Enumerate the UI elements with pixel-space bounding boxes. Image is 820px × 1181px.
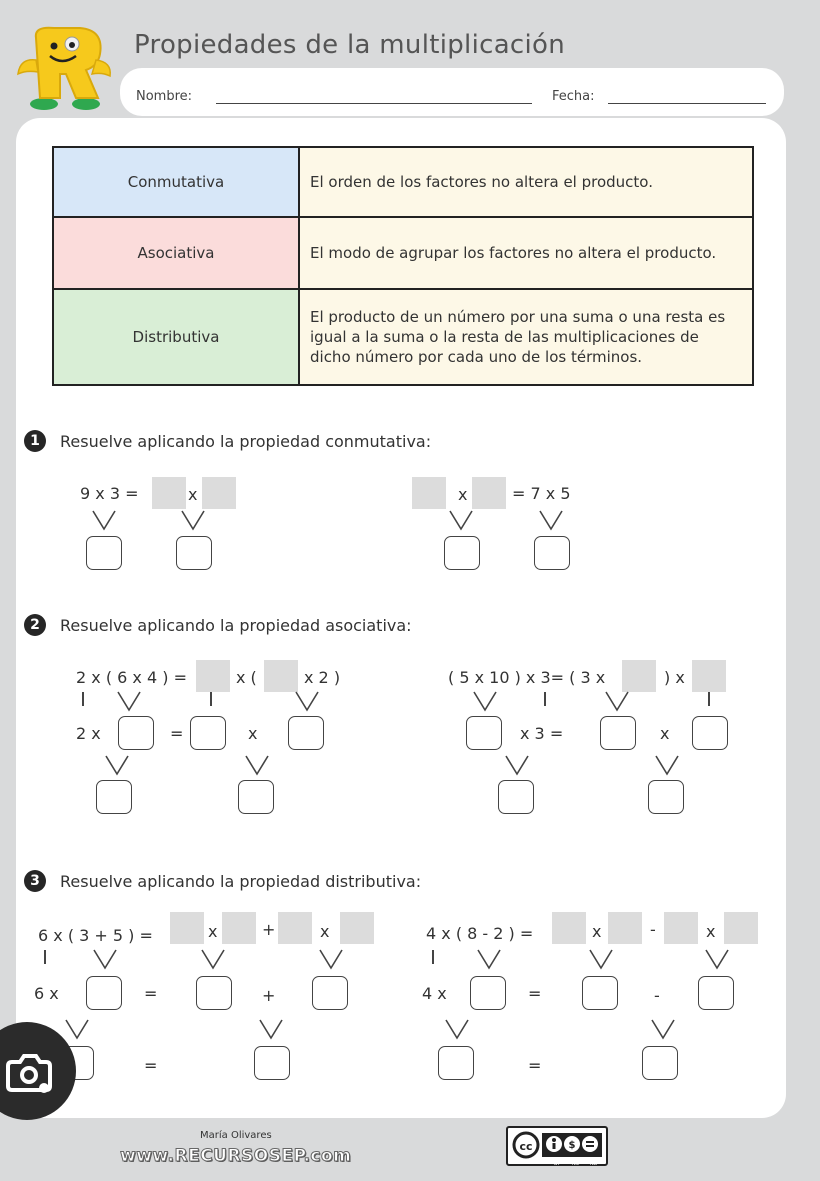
answer-box[interactable] xyxy=(608,912,642,944)
answer-box[interactable] xyxy=(288,716,324,750)
answer-box[interactable] xyxy=(472,477,506,509)
property-row xyxy=(53,289,753,385)
v-connector xyxy=(588,948,614,970)
answer-box[interactable] xyxy=(622,660,656,692)
answer-box[interactable] xyxy=(470,976,506,1010)
exercise-number-badge: 3 xyxy=(24,870,46,892)
author-credit: María Olivares xyxy=(200,1130,272,1141)
operator-text: x xyxy=(706,922,716,941)
answer-box[interactable] xyxy=(96,780,132,814)
website-link[interactable]: www.RECURSOSEP.com xyxy=(120,1146,352,1166)
answer-box[interactable] xyxy=(118,716,154,750)
connector-bar xyxy=(82,692,84,706)
answer-box[interactable] xyxy=(202,477,236,509)
v-connector xyxy=(444,1018,470,1040)
answer-box[interactable] xyxy=(222,912,256,944)
answer-box[interactable] xyxy=(340,912,374,944)
answer-box[interactable] xyxy=(534,536,570,570)
answer-box[interactable] xyxy=(86,536,122,570)
v-connector xyxy=(472,690,498,712)
connector-bar xyxy=(210,692,212,706)
v-connector xyxy=(476,948,502,970)
v-connector xyxy=(116,690,142,712)
cc-by-label: BY xyxy=(554,1161,561,1167)
expression-text: 4 x ( 8 - 2 ) = xyxy=(426,924,534,943)
cc-license-icon xyxy=(510,1130,604,1162)
answer-box[interactable] xyxy=(238,780,274,814)
v-connector xyxy=(258,1018,284,1040)
operator-text: x xyxy=(208,922,218,941)
exercise-instruction: Resuelve aplicando la propiedad distributiva: xyxy=(60,871,422,891)
page-title: Propiedades de la multiplicación xyxy=(134,30,566,60)
exercise-number-badge: 1 xyxy=(24,430,46,452)
camera-icon xyxy=(4,1050,54,1094)
answer-box[interactable] xyxy=(600,716,636,750)
v-connector xyxy=(654,754,680,776)
answer-box[interactable] xyxy=(196,660,230,692)
operator-text: + xyxy=(262,986,276,1005)
connector-bar xyxy=(432,950,434,964)
property-description: El producto de un número por una suma o una resta es igual a la suma o la resta de las multiplicaciones de dicho número por cada uno de los términos. xyxy=(299,289,753,385)
operator-text: = xyxy=(144,1056,158,1075)
answer-box[interactable] xyxy=(724,912,758,944)
answer-box[interactable] xyxy=(176,536,212,570)
operator-text: + xyxy=(262,920,276,939)
operator-text: - xyxy=(650,920,656,939)
v-connector xyxy=(91,509,117,531)
property-row xyxy=(53,217,753,289)
property-description: El orden de los factores no altera el producto. xyxy=(299,147,753,217)
answer-box[interactable] xyxy=(582,976,618,1010)
operator-text: x xyxy=(188,485,198,504)
answer-box[interactable] xyxy=(692,716,728,750)
v-connector xyxy=(92,948,118,970)
property-name: Asociativa xyxy=(53,217,299,289)
v-connector xyxy=(64,1018,90,1040)
expression-text: = 7 x 5 xyxy=(512,484,571,503)
operator-text: = xyxy=(528,1056,542,1075)
answer-box[interactable] xyxy=(254,1046,290,1080)
exercise-instruction: Resuelve aplicando la propiedad conmutativa: xyxy=(60,431,432,451)
svg-text:cc: cc xyxy=(519,1140,533,1153)
answer-box[interactable] xyxy=(170,912,204,944)
property-name: Conmutativa xyxy=(53,147,299,217)
v-connector xyxy=(650,1018,676,1040)
answer-box[interactable] xyxy=(664,912,698,944)
operator-text: x ( xyxy=(236,668,257,687)
name-label: Nombre: xyxy=(136,89,193,104)
v-connector xyxy=(200,948,226,970)
expression-text: 9 x 3 = xyxy=(80,484,139,503)
answer-box[interactable] xyxy=(552,912,586,944)
exercise-3-heading xyxy=(24,870,421,892)
operator-text: x xyxy=(592,922,602,941)
answer-box[interactable] xyxy=(444,536,480,570)
answer-box[interactable] xyxy=(642,1046,678,1080)
v-connector xyxy=(244,754,270,776)
v-connector xyxy=(448,509,474,531)
exercise-instruction: Resuelve aplicando la propiedad asociativa: xyxy=(60,615,412,635)
date-label: Fecha: xyxy=(552,89,595,104)
operator-text: x 2 ) xyxy=(304,668,341,687)
operator-text: x xyxy=(320,922,330,941)
expression-text: 6 x xyxy=(34,984,59,1003)
operator-text: ) x xyxy=(664,668,685,687)
answer-box[interactable] xyxy=(196,976,232,1010)
v-connector xyxy=(504,754,530,776)
answer-box[interactable] xyxy=(312,976,348,1010)
v-connector xyxy=(604,690,630,712)
connector-bar xyxy=(44,950,46,964)
name-field[interactable] xyxy=(216,103,532,104)
answer-box[interactable] xyxy=(648,780,684,814)
v-connector xyxy=(294,690,320,712)
expression-text: ( 5 x 10 ) x 3= ( 3 x xyxy=(448,668,606,687)
connector-bar xyxy=(708,692,710,706)
answer-box[interactable] xyxy=(438,1046,474,1080)
answer-box[interactable] xyxy=(466,716,502,750)
answer-box[interactable] xyxy=(190,716,226,750)
name-date-bar xyxy=(120,68,784,116)
expression-text: 6 x ( 3 + 5 ) = xyxy=(38,926,153,945)
exercise-1-heading xyxy=(24,430,431,452)
answer-box[interactable] xyxy=(498,780,534,814)
connector-bar xyxy=(544,692,546,706)
answer-box[interactable] xyxy=(698,976,734,1010)
expression-text: 2 x ( 6 x 4 ) = xyxy=(76,668,187,687)
operator-text: = xyxy=(170,724,184,743)
cc-nd-label: ND xyxy=(590,1161,598,1167)
expression-text: 2 x xyxy=(76,724,101,743)
creative-commons-badge xyxy=(506,1126,608,1166)
operator-text: x xyxy=(248,724,258,743)
svg-text:$: $ xyxy=(568,1140,576,1151)
operator-text: x xyxy=(660,724,670,743)
answer-box[interactable] xyxy=(692,660,726,692)
expression-text: 4 x xyxy=(422,984,447,1003)
properties-table xyxy=(52,146,754,386)
v-connector xyxy=(180,509,206,531)
operator-text: x xyxy=(458,485,468,504)
operator-text: = xyxy=(528,984,542,1003)
cc-nc-label: NC xyxy=(572,1161,580,1167)
answer-box[interactable] xyxy=(152,477,186,509)
exercise-number-badge: 2 xyxy=(24,614,46,636)
date-field[interactable] xyxy=(608,103,766,104)
v-connector xyxy=(104,754,130,776)
operator-text: = xyxy=(144,984,158,1003)
answer-box[interactable] xyxy=(264,660,298,692)
v-connector xyxy=(704,948,730,970)
answer-box[interactable] xyxy=(86,976,122,1010)
operator-text: - xyxy=(654,986,660,1005)
property-name: Distributiva xyxy=(53,289,299,385)
v-connector xyxy=(318,948,344,970)
answer-box[interactable] xyxy=(278,912,312,944)
v-connector xyxy=(538,509,564,531)
expression-text: x 3 = xyxy=(520,724,564,743)
exercise-2-heading xyxy=(24,614,412,636)
property-row xyxy=(53,147,753,217)
property-description: El modo de agrupar los factores no altera el producto. xyxy=(299,217,753,289)
answer-box[interactable] xyxy=(412,477,446,509)
mascot-logo xyxy=(14,20,114,112)
